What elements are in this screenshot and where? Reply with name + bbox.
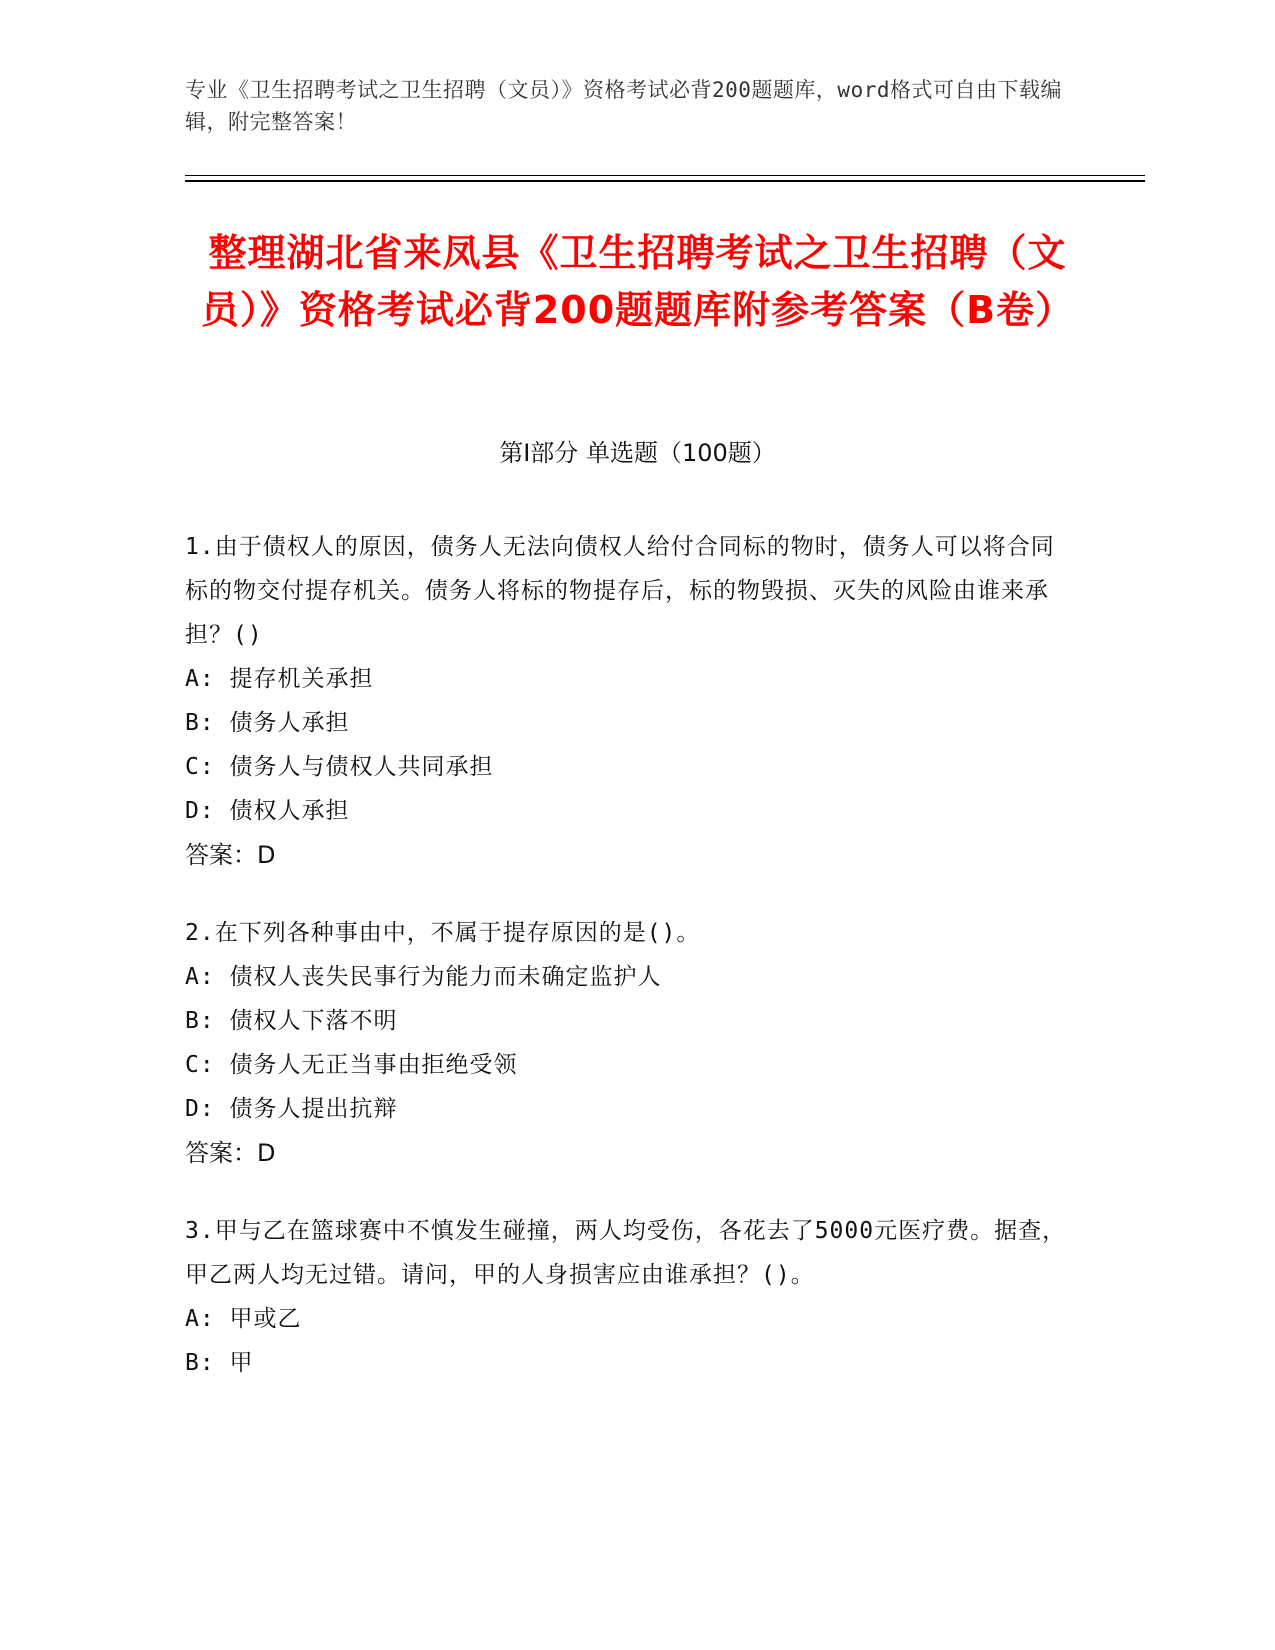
header-divider-thin bbox=[185, 175, 1145, 176]
question-text: 2.在下列各种事由中，不属于提存原因的是()。 bbox=[185, 920, 701, 946]
question-2 bbox=[185, 911, 1070, 1175]
option-d: D: 债权人承担 bbox=[185, 798, 350, 824]
header-divider-thick bbox=[185, 180, 1145, 182]
document-title: 整理湖北省来凤县《卫生招聘考试之卫生招聘（文员）》资格考试必背200题题库附参考答案（B卷） bbox=[200, 231, 1075, 332]
section-heading: 第I部分 单选题（100题） bbox=[499, 439, 776, 467]
question-3 bbox=[185, 1209, 1070, 1385]
answer: 答案：D bbox=[185, 1139, 276, 1167]
option-d: D: 债务人提出抗辩 bbox=[185, 1096, 398, 1122]
option-c: C: 债务人无正当事由拒绝受领 bbox=[185, 1052, 518, 1078]
option-b: B: 甲 bbox=[185, 1350, 254, 1376]
option-a: A: 债权人丧失民事行为能力而未确定监护人 bbox=[185, 964, 662, 990]
option-c: C: 债务人与债权人共同承担 bbox=[185, 754, 494, 780]
option-b: B: 债务人承担 bbox=[185, 710, 350, 736]
question-1 bbox=[185, 525, 1070, 877]
option-a: A: 甲或乙 bbox=[185, 1306, 302, 1332]
question-text: 1.由于债权人的原因，债务人无法向债权人给付合同标的物时，债务人可以将合同标的物交付提存机关。债务人将标的物提存后，标的物毁损、灭失的风险由谁来承担？() bbox=[185, 534, 1055, 648]
option-b: B: 债权人下落不明 bbox=[185, 1008, 398, 1034]
header-note: 专业《卫生招聘考试之卫生招聘（文员）》资格考试必背200题题库，word格式可自由下载编辑，附完整答案！ bbox=[185, 78, 1062, 134]
option-a: A: 提存机关承担 bbox=[185, 666, 374, 692]
answer: 答案：D bbox=[185, 841, 276, 869]
question-list bbox=[185, 525, 1070, 1419]
question-text: 3.甲与乙在篮球赛中不慎发生碰撞，两人均受伤，各花去了5000元医疗费。据查，甲乙两人均无过错。请问，甲的人身损害应由谁承担？()。 bbox=[185, 1218, 1067, 1288]
